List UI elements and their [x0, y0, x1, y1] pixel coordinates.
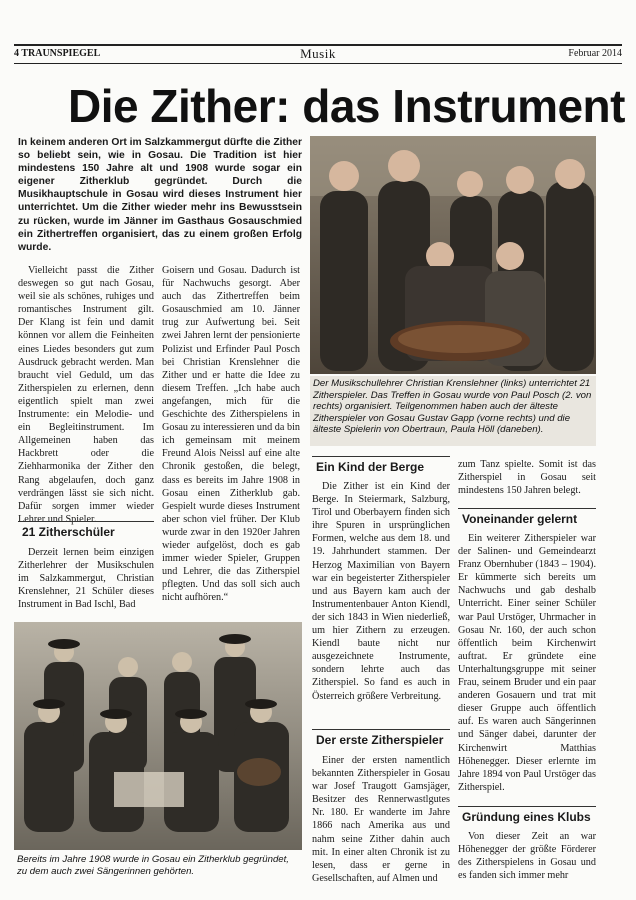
photo-zither-meeting: [310, 136, 596, 374]
photo-caption-top: Der Musikschullehrer Christian Krenslehner (links) unterrichtet 21 Zitherspieler. Das Treffen in Gosau wurde von Paul Posch (2. von rechts) organisiert. Teilgenommen haben auch der älteste Zitherspieler von Gosau Gustav Gapp (vorne rechts) und die älteste Spielerin von Obertraun, Paula Höll (daneben).: [310, 376, 596, 446]
photo-zitherklub-1908: [14, 622, 302, 850]
photo-illustration-1908: [14, 622, 302, 850]
article-column-4c: [458, 830, 596, 882]
paragraph: zum Tanz spielte. Somit ist das Zitherspiel in Gosau seit mindestens 150 Jahren belegt.: [458, 459, 596, 497]
article-column-4b: [458, 532, 596, 794]
subhead-zitherschueler: 21 Zitherschüler: [18, 521, 154, 543]
section-label: Musik: [300, 46, 336, 61]
paragraph: Vielleicht passt die Zither deswegen so gut nach Gosau, weil sie als schönes, ruhiges und romantisches Instrument gilt. Der Klang ist fein und damit können vor allem die Feinheiten eines Liedes besonders gut zum Ausdruck gebracht werden. Man braucht viel Geduld, um das Zitherspielen zu erlernen, denn eigentlich spielt man zwei Instrumente: ein Melodie- und ein Begleitinstrument. Im Allgemeinen haben das Hackbrett oder die Ziehharmonika der Zither den Rang abgelaufen, doch ganz verdrängen lässt sie sich nicht. Dafür sorgen immer wieder Lehrer und Spieler.: [18, 265, 154, 525]
issue-date: Februar 2014: [568, 48, 622, 59]
subhead-kind-der-berge: Ein Kind der Berge: [312, 456, 450, 478]
article-column-2: [162, 264, 300, 604]
article-column-3: [312, 480, 450, 703]
paragraph: Derzeit lernen beim einzigen Zitherlehrer der Musikschulen im Salzkammergut, Christian Krenslehner, 21 Schüler dieses Instrument in Bad Ischl, Bad: [18, 547, 154, 611]
paragraph: Ein weiterer Zitherspieler war der Salinen- und Gemeindearzt Franz Obernhuber (1843 – 1904). Er kümmerte sich bereits um Nachwuchs und gab deshalb Unterricht. Einer seiner Schüler war Paul Urstöger, Uhrmacher in Gosau Nr. 160, der auch schon öffentlich beim Kirchenwirt auftrat. Er gründete eine Unterhaltungsgruppe mit seiner Frau, seinem Bruder und ein paar anderen Gosauern und trat mit dieser Gruppe auch öffentlich auf. Es waren auch Sängerinnen und Sänger dabei, darunter der Kirchenwirt Matthias Höhenegger. Dieser erlernte im Jahre 1894 von Paul Urstöger das Zitherspiel.: [458, 533, 596, 793]
lead-paragraph: In keinem anderen Ort im Salzkammergut dürfte die Zither so beliebt sein, wie in Gosau. Die Tradition ist hier mindestens 150 Jahre alt und 1908 wurde sogar ein eigener Zitherklub gegründet. Durch die Musikhauptschule in Gosau wird dieses Instrument hier unterrichtet. Um die Zither wieder mehr ins Bewusstsein zu rücken, wurde im Jänner im Gasthaus Gosauschmied ein Zithertreffen organisiert, das zu einem großen Erfolg wurde.: [18, 137, 302, 253]
paragraph: Die Zither ist ein Kind der Berge. In Steiermark, Salzburg, Tirol und Oberbayern finden sich ihre Spuren in ursprünglichen Formen, welche aus dem 18. und 19. Jahrhundert stammen. Der Herzog Maximilian von Bayern war ein begeisterter Zitherspieler und aus Bayern kam auch der Instrumentenbauer Anton Kiendl, der sich 1843 in Wien niederließ, um hier Zithern zu erzeugen. Kiendl baute nicht nur ausgezeichnete Instrumente, sondern lehrte auch das Zitherspiel. So fand es auch in Österreich größere Verbreitung.: [312, 481, 450, 702]
photo-caption-bottom: Bereits im Jahre 1908 wurde in Gosau ein Zitherklub gegründet, zu dem auch zwei Sängerinnen gehörten.: [17, 854, 289, 877]
subhead-gruendung-klub: Gründung eines Klubs: [458, 806, 596, 828]
article-column-1b: [18, 546, 154, 611]
article-column-1: [18, 264, 154, 526]
headline: Die Zither: das Instrument: [68, 80, 625, 132]
article-column-4: [458, 458, 596, 497]
paragraph: Goisern und Gosau. Dadurch ist für Nachwuchs gesorgt. Aber auch das Zithertreffen beim Gosauschmied am 10. Jänner trug zur Aufwertung bei. Seit zwei Jahren lernt der pensionierte Polizist und Erfinder Paul Posch bei Christian Krenslehner die Zither und er hatte die Idee zu diesem Treffen. „Ich habe auch angefangen, mich für die Geschichte des Zitherspielens in Gosau zu interessieren und da bin ich gemeinsam mit meinem Freund Alois Neissl auf eine alte Chronik gestoßen, die belegt, dass es bereits im Jahre 1908 in Gosau einen Zitherklub gab. Gespielt wurde dieses Instrument aber schon viel früher. Der Klub wurde zwar in den 1920er Jahren wieder aufgelöst, doch es gab immer wieder Spieler, Gruppen und Lehrer, die das Zitherspiel pflegten. Und das soll sich auch nicht aufhören.“: [162, 265, 300, 604]
subhead-erste-zitherspieler: Der erste Zitherspieler: [312, 729, 450, 751]
photo-illustration-meeting: [310, 136, 596, 374]
subhead-voneinander-gelernt: Voneinander gelernt: [458, 508, 596, 530]
article-column-3b: [312, 754, 450, 885]
paragraph: Von dieser Zeit an war Höhenegger der größte Förderer des Zitherspielens in Gosau und es fanden sich immer mehr: [458, 831, 596, 882]
header-rule-bottom: [14, 63, 622, 64]
page-number: 4 TRAUNSPIEGEL: [14, 48, 101, 59]
paragraph: Einer der ersten namentlich bekannten Zitherspieler in Gosau war Josef Traugott Gamsjäger, Besitzer des Rennerwastlgutes Nr. 180. Er wanderte im Jahre 1866 nach Amerika aus und nahm seine Zither dahin auch mit. In einer alten Chronik ist zu lesen, dass er gerne in Gesellschaften, auf Almen und: [312, 755, 450, 884]
page-header: [14, 48, 622, 62]
